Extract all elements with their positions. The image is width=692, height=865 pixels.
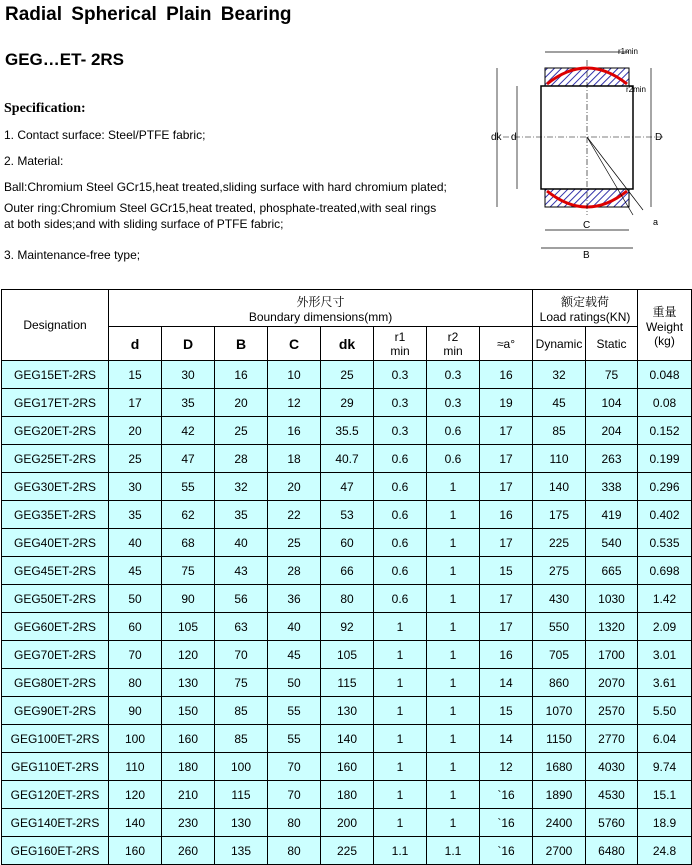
table-cell: GEG20ET-2RS [2, 417, 109, 445]
table-row [2, 585, 692, 613]
table-cell: 17 [480, 417, 533, 445]
table-cell: 0.6 [374, 501, 427, 529]
table-cell: 2570 [586, 697, 638, 725]
bearing-table [1, 289, 692, 865]
table-cell: 0.3 [427, 389, 480, 417]
table-row [2, 557, 692, 585]
table-cell: 85 [215, 725, 268, 753]
table-cell: 115 [321, 669, 374, 697]
table-cell: 70 [268, 753, 321, 781]
table-cell: 0.048 [638, 361, 692, 389]
table-cell: 25 [321, 361, 374, 389]
load-header: 额定载荷 Load ratings(KN) [533, 290, 638, 327]
table-cell: GEG60ET-2RS [2, 613, 109, 641]
table-cell: 42 [162, 417, 215, 445]
table-row [2, 613, 692, 641]
table-cell: 2070 [586, 669, 638, 697]
table-cell: 2.09 [638, 613, 692, 641]
table-cell: 1 [427, 697, 480, 725]
table-cell: 32 [215, 473, 268, 501]
table-cell: 18.9 [638, 809, 692, 837]
spec-heading: Specification: [4, 101, 86, 116]
table-cell: 0.296 [638, 473, 692, 501]
col-B: B [215, 327, 268, 361]
table-cell: 3.61 [638, 669, 692, 697]
table-cell: 1 [427, 753, 480, 781]
table-cell: 2400 [533, 809, 586, 837]
table-cell: 35 [109, 501, 162, 529]
table-cell: 0.6 [374, 473, 427, 501]
table-cell: 540 [586, 529, 638, 557]
table-cell: 0.6 [374, 557, 427, 585]
table-cell: 0.08 [638, 389, 692, 417]
table-cell: 17 [480, 613, 533, 641]
table-cell: 60 [321, 529, 374, 557]
table-row [2, 809, 692, 837]
table-cell: 1 [374, 697, 427, 725]
table-cell: 55 [268, 725, 321, 753]
table-cell: 0.3 [427, 361, 480, 389]
table-cell: 1 [427, 557, 480, 585]
table-cell: 225 [321, 837, 374, 865]
page-title: Radial Spherical Plain Bearing [5, 4, 292, 25]
spec-line-maintenance: 3. Maintenance-free type; [4, 248, 141, 262]
spec-line-outer-ring: Outer ring:Chromium Steel GCr15,heat treated, phosphate-treated,with seal rings [4, 201, 437, 215]
d-label: d [511, 132, 517, 143]
table-cell: 115 [215, 781, 268, 809]
table-cell: 14 [480, 725, 533, 753]
table-cell: 210 [162, 781, 215, 809]
table-cell: 150 [162, 697, 215, 725]
table-cell: 0.3 [374, 361, 427, 389]
table-row [2, 837, 692, 865]
table-cell: 0.152 [638, 417, 692, 445]
table-cell: 25 [109, 445, 162, 473]
table-row [2, 529, 692, 557]
table-cell: 120 [162, 641, 215, 669]
table-cell: 68 [162, 529, 215, 557]
table-cell: GEG140ET-2RS [2, 809, 109, 837]
table-cell: 75 [215, 669, 268, 697]
table-row [2, 501, 692, 529]
table-cell: 140 [533, 473, 586, 501]
table-cell: 1.42 [638, 585, 692, 613]
table-cell: 1 [427, 501, 480, 529]
table-cell: GEG25ET-2RS [2, 445, 109, 473]
table-cell: 70 [268, 781, 321, 809]
table-cell: 15 [480, 557, 533, 585]
table-cell: 1320 [586, 613, 638, 641]
table-cell: 4530 [586, 781, 638, 809]
table-cell: 40 [268, 613, 321, 641]
table-cell: GEG17ET-2RS [2, 389, 109, 417]
col-dynamic: Dynamic [533, 327, 586, 361]
table-cell: 130 [162, 669, 215, 697]
table-cell: 20 [109, 417, 162, 445]
table-cell: 1 [374, 809, 427, 837]
table-cell: 0.3 [374, 389, 427, 417]
spec-line-material: 2. Material: [4, 154, 64, 168]
table-cell: 35 [215, 501, 268, 529]
table-cell: 60 [109, 613, 162, 641]
table-cell: 175 [533, 501, 586, 529]
table-cell: 260 [162, 837, 215, 865]
col-d: d [109, 327, 162, 361]
r2-label: r2min [626, 85, 647, 94]
table-cell: 15 [480, 697, 533, 725]
table-cell: 62 [162, 501, 215, 529]
table-cell: 3.01 [638, 641, 692, 669]
table-cell: 15 [109, 361, 162, 389]
table-cell: 40 [109, 529, 162, 557]
table-cell: GEG110ET-2RS [2, 753, 109, 781]
table-cell: 80 [268, 837, 321, 865]
table-cell: 6480 [586, 837, 638, 865]
table-cell: 1 [427, 725, 480, 753]
table-row [2, 669, 692, 697]
table-cell: 36 [268, 585, 321, 613]
table-cell: 430 [533, 585, 586, 613]
table-cell: 66 [321, 557, 374, 585]
table-cell: 1030 [586, 585, 638, 613]
table-cell: 0.6 [427, 445, 480, 473]
table-cell: 1 [374, 669, 427, 697]
table-cell: 56 [215, 585, 268, 613]
table-cell: 45 [268, 641, 321, 669]
table-row [2, 389, 692, 417]
table-cell: GEG120ET-2RS [2, 781, 109, 809]
table-cell: 16 [268, 417, 321, 445]
table-cell: 90 [109, 697, 162, 725]
spec-line-seal: at both sides;and with sliding surface of PTFE fabric; [4, 217, 284, 231]
table-cell: 19 [480, 389, 533, 417]
table-cell: 1890 [533, 781, 586, 809]
table-cell: 30 [162, 361, 215, 389]
table-cell: 15.1 [638, 781, 692, 809]
spec-line-contact: 1. Contact surface: Steel/PTFE fabric; [4, 128, 206, 142]
table-cell: 550 [533, 613, 586, 641]
B-label: B [583, 250, 590, 261]
table-cell: 1 [427, 781, 480, 809]
table-cell: GEG45ET-2RS [2, 557, 109, 585]
table-cell: 160 [162, 725, 215, 753]
table-cell: 204 [586, 417, 638, 445]
table-cell: 160 [109, 837, 162, 865]
table-cell: 1 [427, 809, 480, 837]
boundary-header: 外形尺寸 Boundary dimensions(mm) [109, 290, 533, 327]
table-cell: 17 [480, 445, 533, 473]
table-row [2, 781, 692, 809]
table-cell: 225 [533, 529, 586, 557]
table-cell: GEG70ET-2RS [2, 641, 109, 669]
table-cell: 9.74 [638, 753, 692, 781]
table-cell: 55 [162, 473, 215, 501]
table-row [2, 473, 692, 501]
table-cell: GEG160ET-2RS [2, 837, 109, 865]
designation-header: Designation [2, 290, 109, 361]
table-cell: 85 [215, 697, 268, 725]
table-cell: 16 [480, 501, 533, 529]
table-cell: 40 [215, 529, 268, 557]
table-cell: 5760 [586, 809, 638, 837]
table-cell: 130 [215, 809, 268, 837]
table-cell: 275 [533, 557, 586, 585]
weight-header: 重量 Weight (kg) [638, 290, 692, 361]
table-cell: 17 [109, 389, 162, 417]
table-cell: 105 [321, 641, 374, 669]
table-cell: 0.3 [374, 417, 427, 445]
table-cell: 50 [109, 585, 162, 613]
table-cell: 10 [268, 361, 321, 389]
table-cell: GEG15ET-2RS [2, 361, 109, 389]
table-cell: 18 [268, 445, 321, 473]
table-row [2, 445, 692, 473]
table-cell: 63 [215, 613, 268, 641]
table-cell: 35 [162, 389, 215, 417]
table-cell: 53 [321, 501, 374, 529]
table-cell: 85 [533, 417, 586, 445]
table-cell: 32 [533, 361, 586, 389]
col-static: Static [586, 327, 638, 361]
table-row [2, 641, 692, 669]
table-cell: 0.199 [638, 445, 692, 473]
col-dk: dk [321, 327, 374, 361]
table-cell: 75 [586, 361, 638, 389]
table-cell: 28 [215, 445, 268, 473]
table-cell: 0.402 [638, 501, 692, 529]
table-cell: 1 [374, 781, 427, 809]
table-cell: 1.1 [374, 837, 427, 865]
table-cell: GEG40ET-2RS [2, 529, 109, 557]
table-cell: 419 [586, 501, 638, 529]
col-r1: r1 min [374, 327, 427, 361]
table-cell: 104 [586, 389, 638, 417]
model-heading: GEG…ET- 2RS [5, 50, 125, 69]
r1-label: r1min [618, 47, 639, 56]
table-cell: 17 [480, 585, 533, 613]
table-cell: 1700 [586, 641, 638, 669]
table-cell: 130 [321, 697, 374, 725]
table-cell: 24.8 [638, 837, 692, 865]
table-cell: 70 [109, 641, 162, 669]
spec-line-ball: Ball:Chromium Steel GCr15,heat treated,sliding surface with hard chromium plated; [4, 180, 447, 194]
table-cell: 29 [321, 389, 374, 417]
table-cell: 0.698 [638, 557, 692, 585]
table-cell: 110 [533, 445, 586, 473]
table-cell: 160 [321, 753, 374, 781]
table-cell: `16 [480, 781, 533, 809]
table-cell: 50 [268, 669, 321, 697]
table-cell: 1.1 [427, 837, 480, 865]
table-cell: 1 [427, 473, 480, 501]
table-cell: 47 [321, 473, 374, 501]
table-cell: 230 [162, 809, 215, 837]
table-cell: 75 [162, 557, 215, 585]
table-cell: 2700 [533, 837, 586, 865]
table-cell: 180 [162, 753, 215, 781]
table-row [2, 753, 692, 781]
col-C: C [268, 327, 321, 361]
table-cell: 43 [215, 557, 268, 585]
table-cell: GEG80ET-2RS [2, 669, 109, 697]
table-cell: 20 [215, 389, 268, 417]
table-cell: 1 [427, 613, 480, 641]
table-cell: 22 [268, 501, 321, 529]
table-cell: 860 [533, 669, 586, 697]
table-cell: 1 [374, 613, 427, 641]
table-cell: `16 [480, 837, 533, 865]
table-cell: GEG50ET-2RS [2, 585, 109, 613]
table-cell: 55 [268, 697, 321, 725]
table-cell: 105 [162, 613, 215, 641]
bearing-diagram [483, 40, 683, 265]
table-cell: GEG30ET-2RS [2, 473, 109, 501]
table-cell: 2770 [586, 725, 638, 753]
table-cell: 4030 [586, 753, 638, 781]
table-cell: 200 [321, 809, 374, 837]
table-cell: 5.50 [638, 697, 692, 725]
table-cell: 45 [533, 389, 586, 417]
table-cell: `16 [480, 809, 533, 837]
table-cell: 80 [321, 585, 374, 613]
table-cell: 80 [109, 669, 162, 697]
table-cell: 1 [374, 725, 427, 753]
table-cell: 1 [427, 585, 480, 613]
table-cell: 92 [321, 613, 374, 641]
table-cell: 20 [268, 473, 321, 501]
table-cell: 28 [268, 557, 321, 585]
angle-label: a [653, 217, 659, 227]
table-cell: 1070 [533, 697, 586, 725]
table-cell: 140 [109, 809, 162, 837]
dk-label: dk [491, 132, 502, 143]
table-cell: 0.6 [374, 529, 427, 557]
table-cell: 100 [215, 753, 268, 781]
table-cell: GEG90ET-2RS [2, 697, 109, 725]
table-cell: 1 [374, 641, 427, 669]
table-cell: 120 [109, 781, 162, 809]
table-cell: 90 [162, 585, 215, 613]
table-cell: 0.6 [374, 445, 427, 473]
table-row [2, 697, 692, 725]
table-cell: 1 [374, 753, 427, 781]
table-cell: GEG35ET-2RS [2, 501, 109, 529]
table-cell: 35.5 [321, 417, 374, 445]
table-cell: 263 [586, 445, 638, 473]
table-cell: 17 [480, 529, 533, 557]
table-cell: 40.7 [321, 445, 374, 473]
table-cell: 1150 [533, 725, 586, 753]
col-angle: ≈a° [480, 327, 533, 361]
table-cell: 6.04 [638, 725, 692, 753]
table-cell: 1680 [533, 753, 586, 781]
table-cell: 0.6 [427, 417, 480, 445]
table-cell: 665 [586, 557, 638, 585]
table-cell: 338 [586, 473, 638, 501]
table-cell: 0.6 [374, 585, 427, 613]
table-cell: 135 [215, 837, 268, 865]
table-cell: 0.535 [638, 529, 692, 557]
table-cell: 140 [321, 725, 374, 753]
col-D: D [162, 327, 215, 361]
table-cell: 16 [480, 361, 533, 389]
table-row [2, 725, 692, 753]
C-label: C [583, 220, 591, 231]
table-cell: 12 [480, 753, 533, 781]
table-cell: 16 [480, 641, 533, 669]
table-cell: 16 [215, 361, 268, 389]
table-row [2, 361, 692, 389]
table-cell: 1 [427, 669, 480, 697]
table-row [2, 417, 692, 445]
table-cell: 14 [480, 669, 533, 697]
table-cell: 12 [268, 389, 321, 417]
table-cell: 25 [215, 417, 268, 445]
table-cell: 25 [268, 529, 321, 557]
table-cell: 110 [109, 753, 162, 781]
table-cell: 47 [162, 445, 215, 473]
table-cell: 45 [109, 557, 162, 585]
table-cell: 1 [427, 641, 480, 669]
col-r2: r2 min [427, 327, 480, 361]
table-cell: 80 [268, 809, 321, 837]
table-cell: GEG100ET-2RS [2, 725, 109, 753]
table-cell: 17 [480, 473, 533, 501]
table-cell: 180 [321, 781, 374, 809]
table-cell: 70 [215, 641, 268, 669]
table-cell: 705 [533, 641, 586, 669]
table-cell: 100 [109, 725, 162, 753]
table-cell: 30 [109, 473, 162, 501]
table-cell: 1 [427, 529, 480, 557]
D-label: D [655, 132, 663, 143]
